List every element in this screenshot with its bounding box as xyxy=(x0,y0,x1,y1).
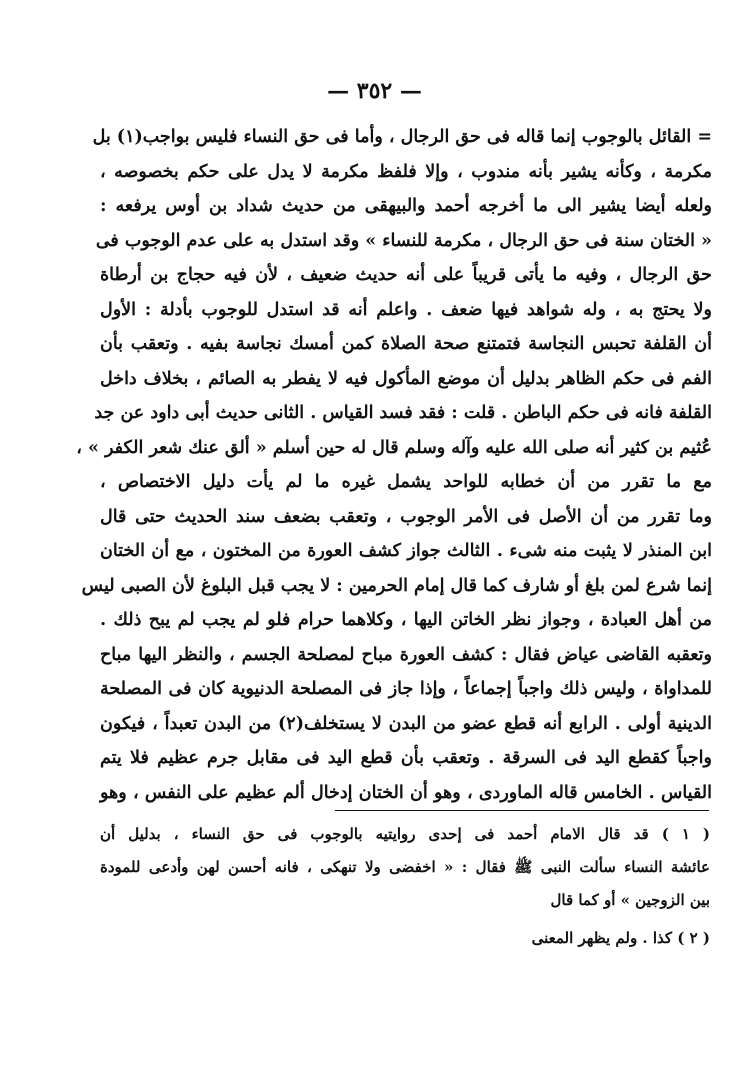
body-line: مع ما تقرر من أن خطابه للواحد يشمل غيره ما لم يأت دليل الاختصاص ، xyxy=(100,472,712,492)
footnote-divider xyxy=(335,810,709,811)
footnote-2: ( ٢ ) كذا . ولم يظهر المعنى xyxy=(531,929,710,947)
body-line: إنما شرع لمن بلغ أو شارف كما قال إمام الحرمين : لا يجب قبل البلوغ لأن الصبى ليس xyxy=(81,575,712,596)
body-line: للمداواة ، وليس ذلك واجباً إجماعاً ، وإذا جاز فى المصلحة الدنيوية كان فى المصلحة xyxy=(100,679,712,699)
body-line: من أهل العبادة ، وجواز نظر الخاتن اليها ، وكلاهما حرام فلو لم يجب لم يبح ذلك . xyxy=(100,610,712,630)
body-line: القلفة فانه فى حكم الباطن . قلت : فقد فسد القياس . الثانى حديث أبى داود عن جد xyxy=(94,403,712,423)
body-line: حق الرجال ، وفيه ما يأتى قريباً على أنه حديث ضعيف ، لأن فيه حجاج بن أرطاة xyxy=(100,265,712,285)
body-line: = القائل بالوجوب إنما قاله فى حق الرجال ، وأما فى حق النساء فليس بواجب(١) بل xyxy=(92,127,712,147)
body-line: الدينية أولى . الرابع أنه قطع عضو من البدن لا يستخلف(٢) من البدن تعبداً ، فيكون xyxy=(100,713,712,734)
body-text xyxy=(76,120,712,810)
body-line: القياس . الخامس قاله الماوردى ، وهو أن الختان إدخال ألم عظيم على النفس ، وهو xyxy=(100,782,712,803)
footnote-1 xyxy=(100,818,710,917)
body-line: وتعقبه القاضى عياض فقال : كشف العورة مباح لمصلحة الجسم ، والنظر اليها مباح xyxy=(100,644,712,665)
body-line: مكرمة ، وكأنه يشير بأنه مندوب ، وإلا فلفظ مكرمة لا يدل على حكم بخصوصه ، xyxy=(100,161,712,182)
body-line: الفم فى حكم الظاهر بدليل أن موضع المأكول فيه لا يفطر به الصائم ، بخلاف داخل xyxy=(100,368,712,389)
footnote-line: بين الزوجين » أو كما قال xyxy=(550,891,710,909)
footnote-line: عائشة النساء سألت النبى ﷺ فقال : « اخفضى ولا تنهكى ، فانه أحسن لهن وأدعى للمودة xyxy=(100,858,710,876)
body-line: عُثيم بن كثير أنه صلى الله عليه وآله وسلم قال له حين أسلم « ألق عنك شعر الكفر » ، xyxy=(76,437,712,458)
page-number: — ٣٥٢ — xyxy=(327,78,422,104)
body-line: ولعله أيضا يشير الى ما أخرجه أحمد والبيهقى من حديث شداد بن أوس يرفعه : xyxy=(100,196,712,216)
footnote-line: ( ١ ) قد قال الامام أحمد فى إحدى روايتيه بالوجوب فى حق النساء ، بدليل أن xyxy=(100,825,710,843)
body-line: أن القلفة تحبس النجاسة فتمتنع صحة الصلاة كمن أمسك نجاسة بفيه . وتعقب بأن xyxy=(100,334,712,354)
body-line: ابن المنذر لا يثبت منه شىء . الثالث جواز كشف العورة من المختون ، مع أن الختان xyxy=(100,541,712,561)
body-line: وما تقرر من أن الأصل فى الأمر الوجوب ، وتعقب بضعف سند الحديث حتى قال xyxy=(100,506,712,527)
body-line: واجباً كقطع اليد فى السرقة . وتعقب بأن قطع اليد فى مقابل جرم عظيم فلا يتم xyxy=(100,748,712,768)
body-line: « الختان سنة فى حق الرجال ، مكرمة للنساء » وقد استدل به على عدم الوجوب فى xyxy=(95,230,712,251)
body-line: ولا يحتج به ، وله شواهد فيها ضعف . واعلم أنه قد استدل للوجوب بأدلة : الأول xyxy=(100,299,712,320)
